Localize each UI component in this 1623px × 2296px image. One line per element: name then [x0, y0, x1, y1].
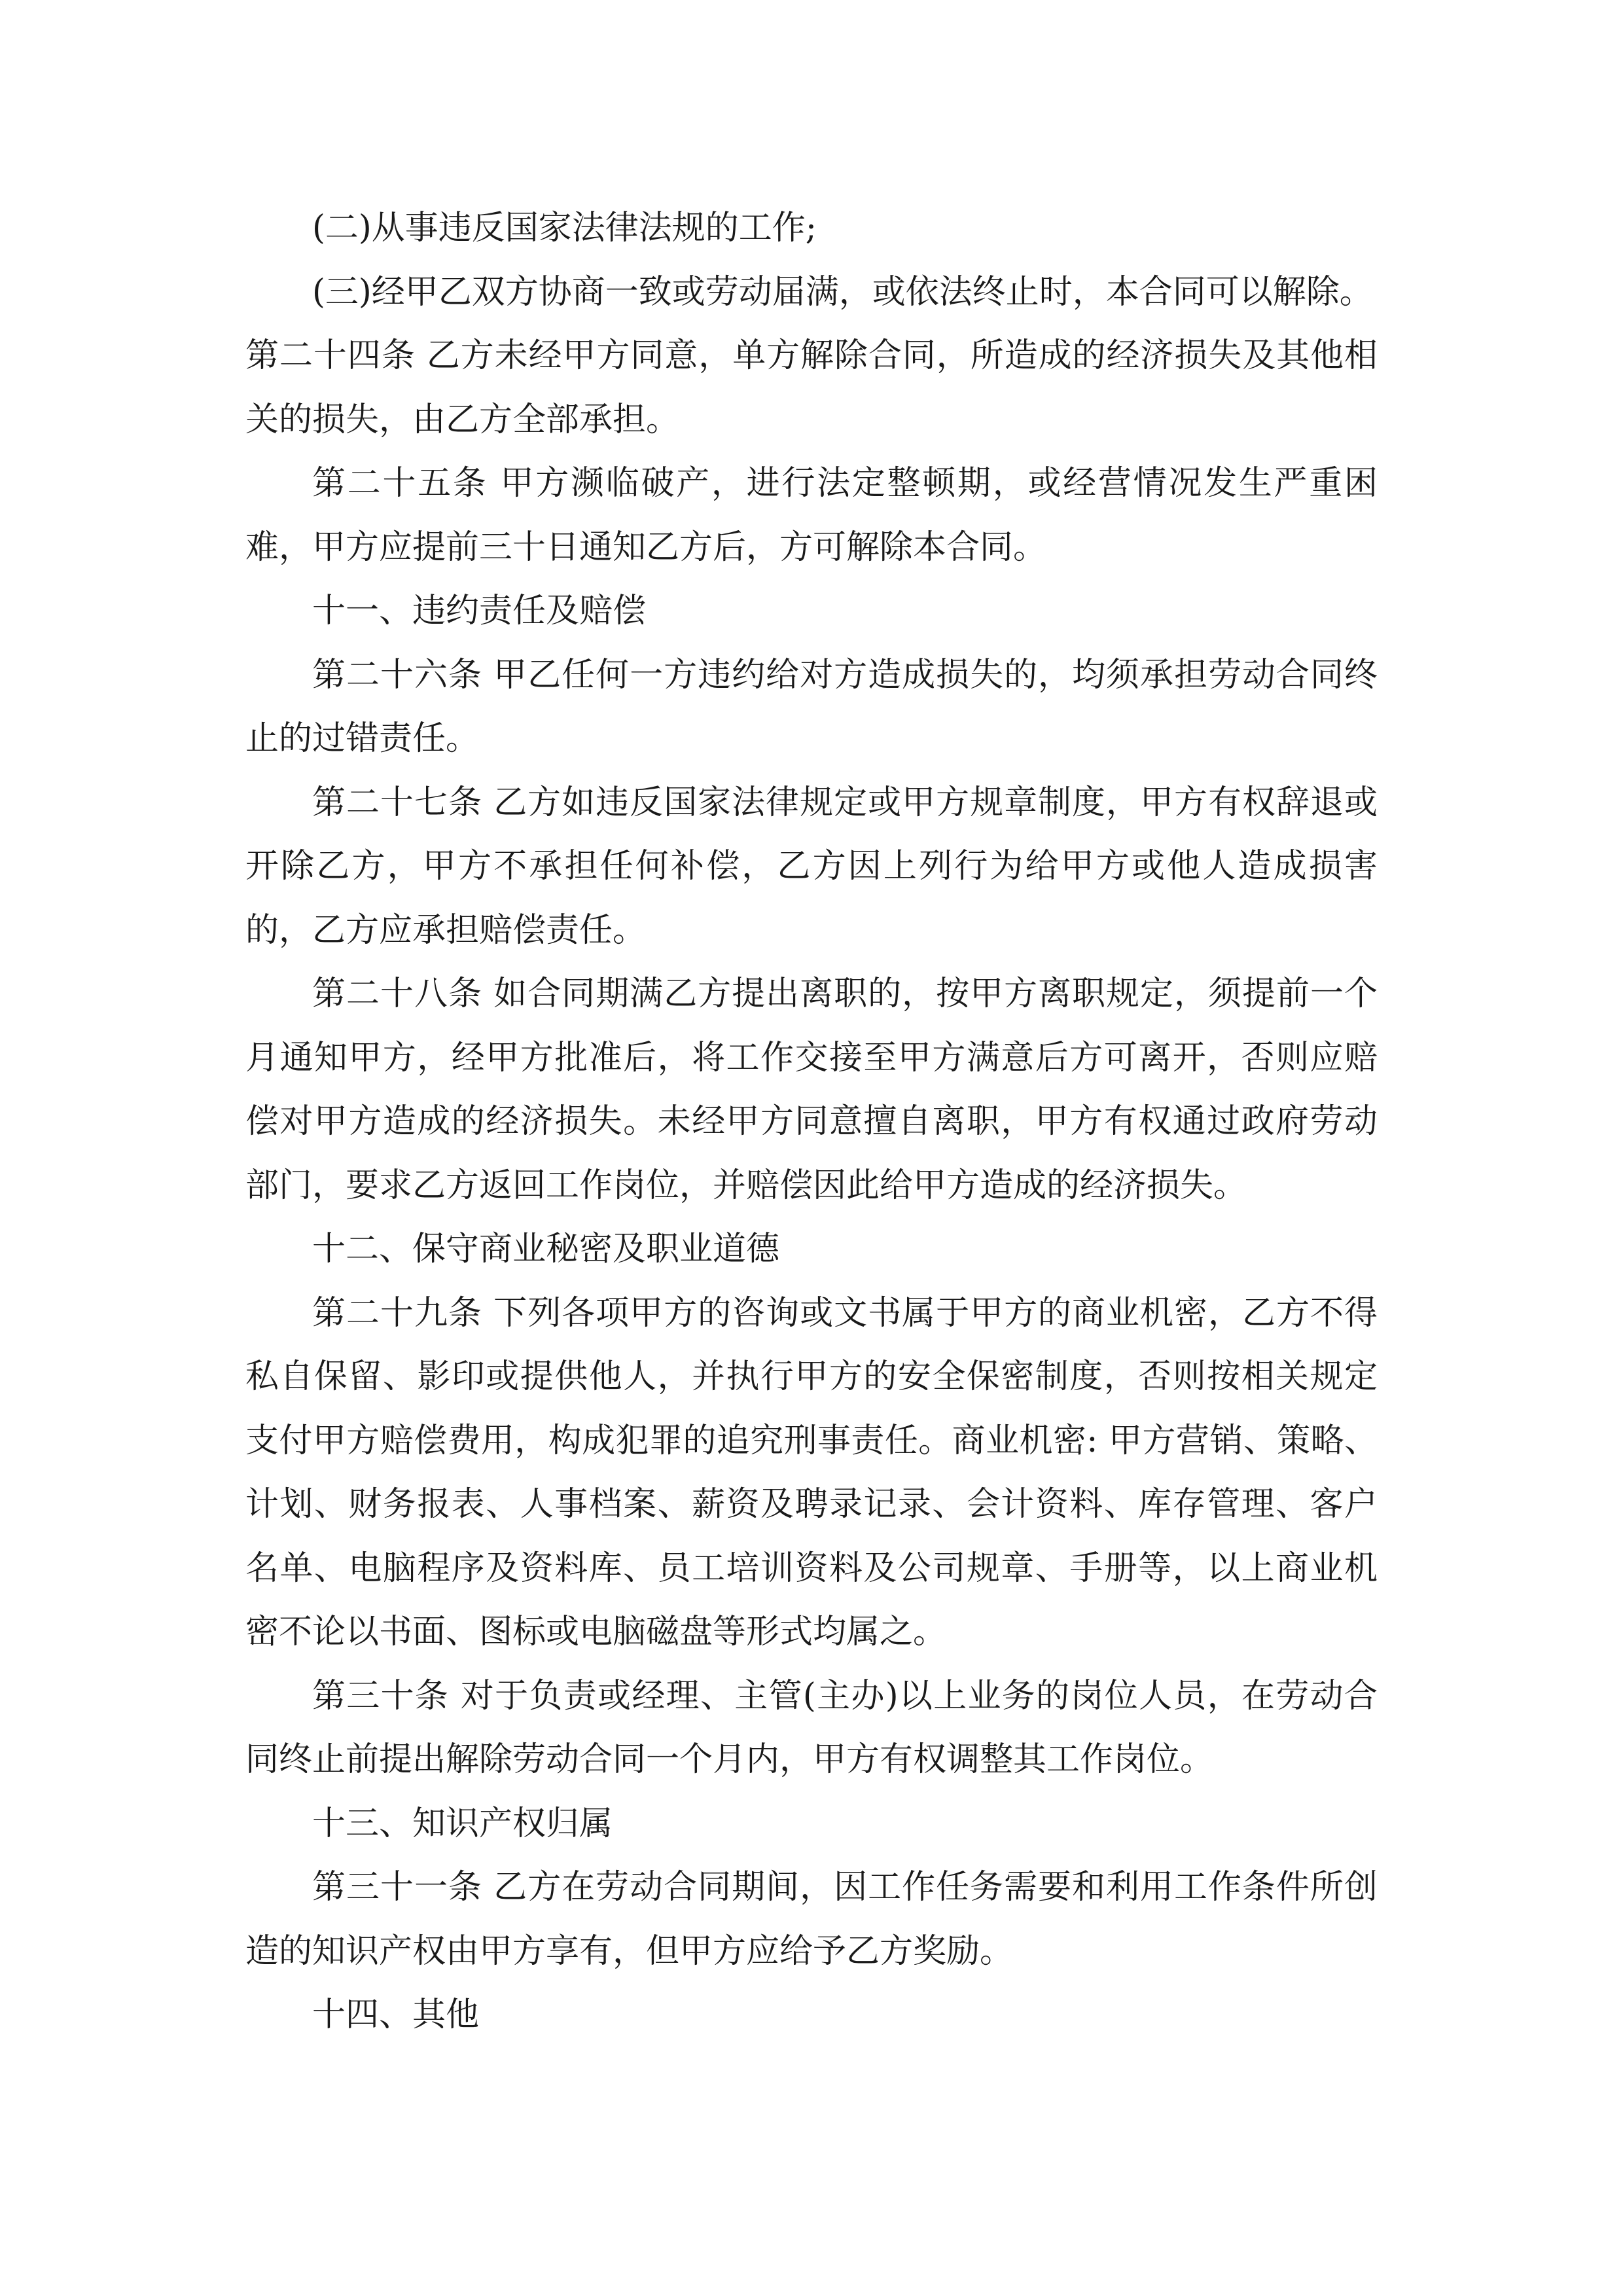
paragraph-article-30: 第三十条 对于负责或经理、主管(主办)以上业务的岗位人员，在劳动合同终止前提出解除劳动合同一个月内，甲方有权调整其工作岗位。	[245, 1676, 1378, 1779]
paragraph-article-26: 第二十六条 甲乙任何一方违约给对方造成损失的，均须承担劳动合同终止的过错责任。	[245, 655, 1378, 758]
paragraph-clause-3: (三)经甲乙双方协商一致或劳动届满，或依法终止时，本合同可以解除。	[312, 272, 1373, 312]
document-body	[245, 196, 1378, 2047]
paragraph-article-31: 第三十一条 乙方在劳动合同期间，因工作任务需要和利用工作条件所创造的知识产权由甲方享有，但甲方应给予乙方奖励。	[245, 1868, 1378, 1971]
section-heading-11: 十一、违约责任及赔偿	[312, 592, 647, 630]
paragraph-article-24: 第二十四条 乙方未经甲方同意，单方解除合同，所造成的经济损失及其他相关的损失，由乙方全部承担。	[245, 336, 1378, 439]
paragraph-article-28: 第二十八条 如合同期满乙方提出离职的，按甲方离职规定，须提前一个月通知甲方，经甲方批准后，将工作交接至甲方满意后方可离开，否则应赔偿对甲方造成的经济损失。未经甲方同意擅自离职，甲方有权通过政府劳动部门，要求乙方返回工作岗位，并赔偿因此给甲方造成的经济损失。	[245, 975, 1378, 1205]
section-heading-12: 十二、保守商业秘密及职业道德	[312, 1230, 780, 1268]
paragraph-article-25: 第二十五条 甲方濒临破产，进行法定整顿期，或经营情况发生严重困难，甲方应提前三十日通知乙方后，方可解除本合同。	[245, 464, 1378, 567]
paragraph-clause-2: (二)从事违反国家法律法规的工作;	[312, 209, 817, 247]
paragraph-article-29: 第二十九条 下列各项甲方的咨询或文书属于甲方的商业机密，乙方不得私自保留、影印或提供他人，并执行甲方的安全保密制度，否则按相关规定支付甲方赔偿费用，构成犯罪的追究刑事责任。商业机密: 甲方营销、策略、计划、财务报表、人事档案、薪资及聘录记录、会计资料、库存管理、客户名单、电脑程序及资料库、员工培训资料及公司规章、手册等，以上商业机密不论以书面、图标或电脑磁盘等形式均属之。	[245, 1293, 1378, 1651]
paragraph-article-27: 第二十七条 乙方如违反国家法律规定或甲方规章制度，甲方有权辞退或开除乙方，甲方不承担任何补偿，乙方因上列行为给甲方或他人造成损害的，乙方应承担赔偿责任。	[245, 783, 1378, 950]
section-heading-13: 十三、知识产权归属	[312, 1804, 613, 1843]
section-heading-14: 十四、其他	[312, 1996, 480, 2034]
